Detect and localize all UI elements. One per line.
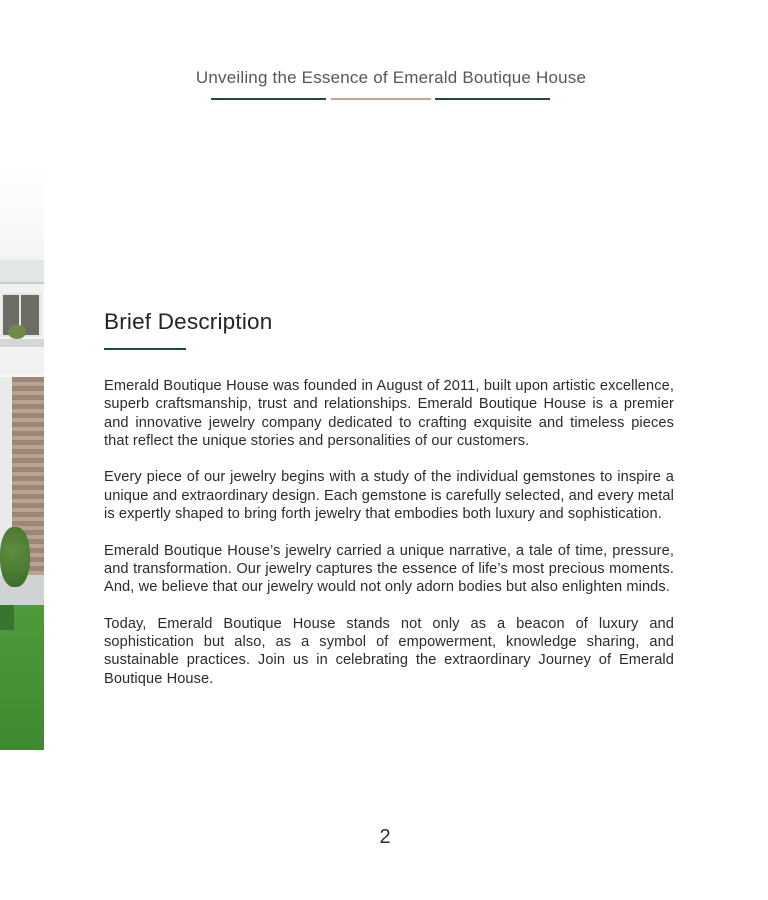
header-title: Unveiling the Essence of Emerald Boutique House <box>195 68 587 87</box>
heading-underline <box>104 348 186 350</box>
section-heading: Brief Description <box>104 309 273 334</box>
paragraph: Every piece of our jewelry begins with a study of the individual gemstones to inspire a unique and extraordinary design. Each gemstone is carefully selected, and every metal is expertly shaped to bring forth jewelry that embodies both luxury and sophistication. <box>104 469 674 523</box>
description-body <box>104 377 674 706</box>
header-rule-left <box>211 98 326 100</box>
header-rule-right <box>435 98 550 100</box>
paragraph: Emerald Boutique House’s jewelry carried a unique narrative, a tale of time, pressure, and transformation. Our jewelry captures the essence of life’s most precious moments. And, we believe that our jewelry would not only adorn bodies but also enlighten minds. <box>104 542 674 596</box>
building-photo-fragment <box>0 165 44 750</box>
page-number: 2 <box>379 826 391 848</box>
paragraph: Emerald Boutique House was founded in August of 2011, built upon artistic excellence, superb craftsmanship, trust and relationships. Emerald Boutique House is a premier and innovative jewelry company dedicated to crafting exquisite and timeless pieces that reflect the unique stories and personalities of our customers. <box>104 378 674 449</box>
paragraph: Today, Emerald Boutique House stands not only as a beacon of luxury and sophistication but also, as a symbol of empowerment, knowledge sharing, and sustainable practices. Join us in celebrating the extraordinary Journey of Emerald Boutique House. <box>104 615 674 687</box>
header-rule-center <box>331 98 431 100</box>
